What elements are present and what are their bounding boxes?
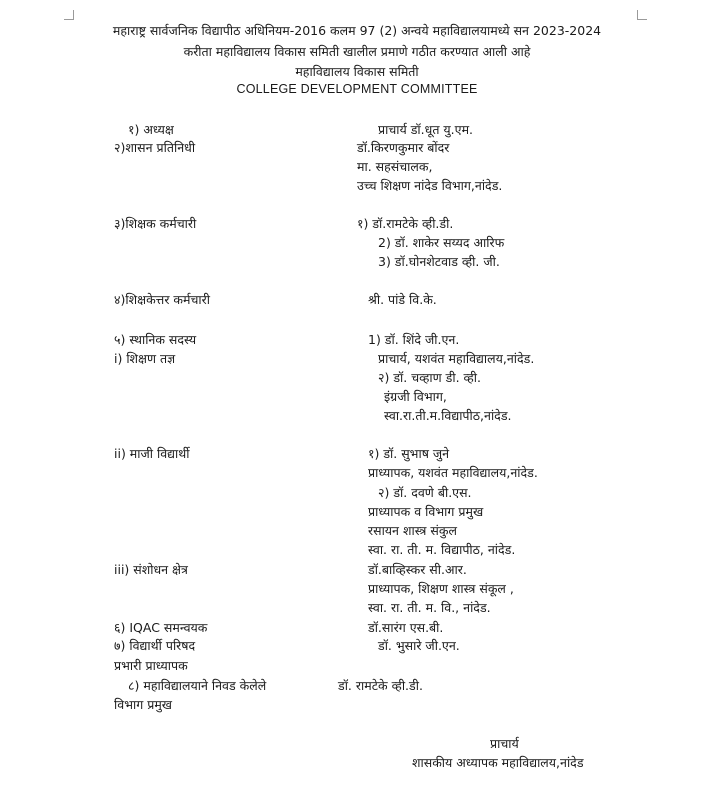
signature-title: प्राचार्य (490, 736, 519, 751)
header-line-3: महाविद्यालय विकास समिती (295, 64, 419, 79)
member-teacher-1: १) डॉ.रामटेके व्ही.डी. (357, 216, 454, 231)
member-govt-rep-name: डॉ.किरणकुमार बोंदर (357, 140, 450, 155)
signature-institution: शासकीय अध्यापक महाविद्यालय,नांदेड (412, 755, 584, 770)
member-alumni-2-name: २) डॉ. दवणे बी.एस. (378, 485, 472, 500)
role-alumni: ii) माजी विद्यार्थी (114, 446, 190, 461)
member-selected-hod: डॉ. रामटेके व्ही.डी. (338, 678, 423, 693)
member-govt-rep-designation: मा. सहसंचालक, (357, 159, 433, 174)
member-expert-2-name: २) डॉ. चव्हाण डी. व्ही. (378, 370, 481, 385)
page-corner-mark-right (637, 10, 647, 20)
role-chairman: १) अध्यक्ष (128, 122, 174, 137)
member-research-designation: प्राध्यापक, शिक्षण शास्त्र संकूल , (368, 581, 514, 596)
member-alumni-1-name: १) डॉ. सुभाष जुने (368, 446, 450, 461)
role-selected-by-college: ८) महाविद्यालयाने निवड केलेले (128, 678, 267, 693)
document-title: COLLEGE DEVELOPMENT COMMITTEE (236, 82, 478, 96)
role-local-members: ५) स्थानिक सदस्य (114, 332, 197, 347)
role-teaching-staff: ३)शिक्षक कर्मचारी (114, 216, 197, 231)
role-education-expert: i) शिक्षण तज्ञ (114, 351, 176, 366)
role-student-council: ७) विद्यार्थी परिषद (114, 638, 196, 653)
member-expert-1-name: 1) डॉ. शिंदे जी.एन. (368, 332, 460, 347)
role-govt-representative: २)शासन प्रतिनिधी (114, 140, 196, 155)
role-non-teaching-staff: ४)शिक्षकेत्तर कर्मचारी (114, 292, 211, 307)
role-iqac-coordinator: ६) IQAC समन्वयक (114, 620, 208, 635)
member-teacher-3: 3) डॉ.घोनशेटवाड व्ही. जी. (378, 254, 500, 269)
member-student-council: डॉ. भुसारे जी.एन. (378, 638, 460, 653)
role-professor-in-charge: प्रभारी प्राध्यापक (114, 658, 188, 673)
header-line-2: करीता महाविद्यालय विकास समिती खालील प्रमाणे गठीत करण्यात आली आहे (183, 44, 531, 59)
member-research-name: डॉ.बाव्हिस्कर सी.आर. (368, 562, 467, 577)
member-alumni-2-department: रसायन शास्त्र संकुल (368, 523, 457, 538)
member-chairman: प्राचार्य डॉ.धूत यु.एम. (378, 122, 474, 137)
member-research-university: स्वा. रा. ती. म. वि., नांदेड. (368, 600, 491, 615)
member-expert-1-designation: प्राचार्य, यशवंत महाविद्यालय,नांदेड. (378, 351, 535, 366)
page-corner-mark-left (64, 10, 74, 20)
header-line-1: महाराष्ट्र सार्वजनिक विद्यापीठ अधिनियम-2016 कलम 97 (2) अन्वये महाविद्यालयामध्ये सन 2023-2024 (112, 23, 602, 38)
role-head-of-department: विभाग प्रमुख (114, 697, 173, 712)
member-iqac: डॉ.सारंग एस.बी. (368, 620, 444, 635)
member-govt-rep-office: उच्च शिक्षण नांदेड विभाग,नांदेड. (357, 178, 503, 193)
member-alumni-2-designation: प्राध्यापक व विभाग प्रमुख (368, 504, 484, 519)
member-expert-2-university: स्वा.रा.ती.म.विद्यापीठ,नांदेड. (384, 408, 512, 423)
member-non-teaching: श्री. पांडे वि.के. (368, 292, 437, 307)
member-alumni-2-university: स्वा. रा. ती. म. विद्यापीठ, नांदेड. (368, 542, 516, 557)
member-expert-2-department: इंग्रजी विभाग, (384, 389, 447, 404)
member-teacher-2: 2) डॉ. शाकेर सय्यद आरिफ (378, 235, 505, 250)
role-research-field: iii) संशोधन क्षेत्र (114, 562, 188, 577)
member-alumni-1-designation: प्राध्यापक, यशवंत महाविद्यालय,नांदेड. (368, 465, 538, 480)
